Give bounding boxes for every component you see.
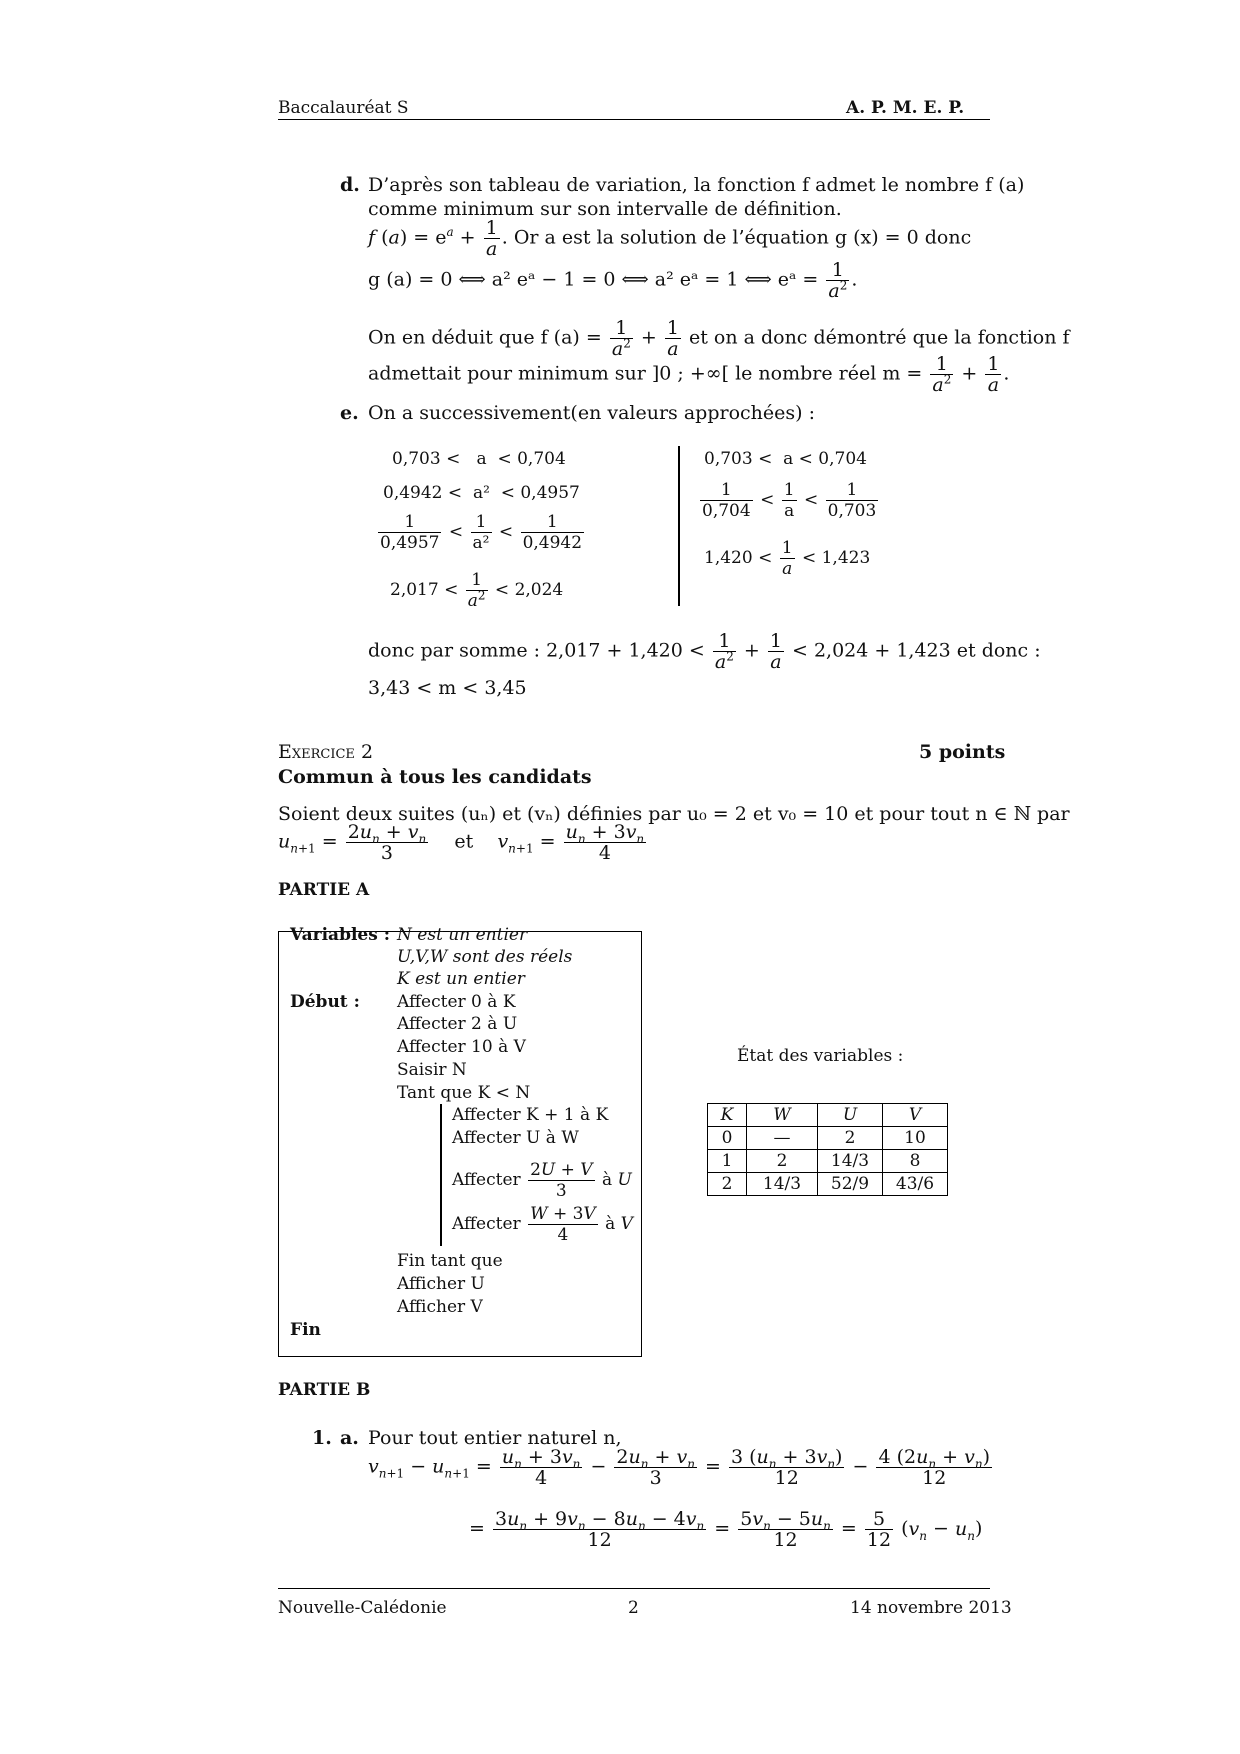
partA-title: PARTIE A [278, 880, 370, 900]
algo-line: Tant que K < N [397, 1083, 531, 1103]
algo-variables-label: Variables : [290, 925, 390, 945]
algo-line: Affecter 0 à K [397, 992, 516, 1012]
algo-line: N est un entier [397, 925, 528, 945]
left-row-2: 0,4942 < a² < 0,4957 [383, 483, 580, 503]
table-row [708, 1173, 948, 1196]
algo-end-line: Afficher U [397, 1274, 485, 1294]
cell: 8 [883, 1150, 948, 1173]
algo-fin-label: Fin [290, 1320, 321, 1340]
part-d-line2: comme minimum sur son intervalle de définition. [368, 198, 842, 220]
table-row [708, 1150, 948, 1173]
state-table [707, 1103, 948, 1196]
cell: 1 [708, 1150, 747, 1173]
part-d-label: d. [340, 174, 360, 196]
cell: 10 [883, 1127, 948, 1150]
header-right: A. P. M. E. P. [846, 98, 965, 118]
part-d-line5: On en déduit que f (a) = $\frac{1}{a^2}$ + $\frac{1}{a}$ et on a donc démontré que la fonction f [368, 317, 1070, 360]
algo-end-line: Afficher V [397, 1297, 483, 1317]
column-divider [678, 446, 680, 606]
algo-inner-frac-2: Affecter $\frac{W + 3V}{4}$ à V [452, 1204, 633, 1245]
table-header-row [708, 1104, 948, 1127]
table-row [708, 1127, 948, 1150]
header-cell: K [708, 1104, 747, 1127]
algo-inner-frac-1: Affecter $\frac{2U + V}{3}$ à U [452, 1160, 632, 1201]
state-caption: État des variables : [737, 1046, 904, 1066]
partB-title: PARTIE B [278, 1380, 371, 1400]
footer-rule [278, 1588, 990, 1589]
recurrence-formulas: $u_{n+1}$ = $\frac{2u_n + v_n}{3}$ et $v_{n+1}$ = $\frac{u_n + 3v_n}{4}$ [278, 821, 645, 864]
header-cell: W [747, 1104, 818, 1127]
algo-debut-label: Début : [290, 992, 360, 1012]
sum-result: 3,43 < m < 3,45 [368, 677, 527, 699]
algo-line: Saisir N [397, 1060, 467, 1080]
part-d-line6: admettait pour minimum sur ]0 ; +∞[ le nombre réel m = $\frac{1}{a^2}$ + $\frac{1}{a}$ . [368, 353, 1010, 396]
exercise-title: Exercice 2 [278, 741, 374, 763]
right-row-2: $\frac{1}{0,704}$ < $\frac{1}{a}$ < $\frac{1}{0,703}$ [702, 480, 877, 521]
algo-line: K est un entier [397, 969, 525, 989]
cell: 14/3 [818, 1150, 883, 1173]
q1-line1: Pour tout entier naturel n, [368, 1427, 622, 1449]
exercise-points: 5 points [919, 741, 1006, 763]
left-row-4: 2,017 < $\frac{1}{a^2}$ < 2,024 [390, 570, 564, 611]
q1-label: a. [340, 1427, 359, 1449]
right-row-3: 1,420 < $\frac{1}{a}$ < 1,423 [704, 538, 871, 579]
cell: — [747, 1127, 818, 1150]
part-e-label: e. [340, 402, 359, 424]
cell: 2 [708, 1173, 747, 1196]
cell: 2 [747, 1150, 818, 1173]
cell: 0 [708, 1127, 747, 1150]
header-cell: V [883, 1104, 948, 1127]
loop-bar [440, 1104, 442, 1246]
algo-end-line: Fin tant que [397, 1251, 503, 1271]
footer-date: 14 novembre 2013 [850, 1598, 1012, 1618]
algo-inner-line: Affecter U à W [452, 1128, 579, 1148]
cell: 52/9 [818, 1173, 883, 1196]
left-row-1: 0,703 < a < 0,704 [392, 449, 566, 469]
header-left: Baccalauréat S [278, 98, 409, 118]
q1-equation-2: = $\frac{3u_n + 9v_n - 8u_n - 4v_n}{12}$ = $\frac{5v_n - 5u_n}{12}$ = $\frac{5}{12}$ $(v_n - u_n)$ [469, 1508, 983, 1551]
left-row-3: $\frac{1}{0,4957}$ < $\frac{1}{\text{a²}}$ < $\frac{1}{0,4942}$ [380, 512, 583, 553]
algo-line: Affecter 10 à V [397, 1037, 526, 1057]
part-d-line3: f $(a) = e^a$ + $\frac{1}{a}$ . Or a est la solution de l’équation g (x) = 0 donc [368, 217, 972, 260]
algo-line: Affecter 2 à U [397, 1014, 518, 1034]
exercise-subtitle: Commun à tous les candidats [278, 766, 592, 788]
cell: 43/6 [883, 1173, 948, 1196]
q1-equation-1: $v_{n+1} - u_{n+1}$ = $\frac{u_n + 3v_n}{4}$ − $\frac{2u_n + v_n}{3}$ = $\frac{3 (u_n + 3v_n)}{12}$ − $\frac{4 (2u_n + v_n)}{12}$ [368, 1446, 990, 1489]
cell: 2 [818, 1127, 883, 1150]
page-number: 2 [628, 1598, 639, 1618]
header-cell: U [818, 1104, 883, 1127]
footer-left: Nouvelle-Calédonie [278, 1598, 447, 1618]
part-e-line1: On a successivement(en valeurs approchées) : [368, 402, 815, 424]
right-row-1: 0,703 < a < 0,704 [704, 449, 867, 469]
cell: 14/3 [747, 1173, 818, 1196]
part-d-line4: g (a) = 0 ⟺ a² eᵃ − 1 = 0 ⟺ a² eᵃ = 1 ⟺ eᵃ = $\frac{1}{a^2}$ . [368, 259, 858, 302]
header-rule [278, 119, 990, 120]
sum-line: donc par somme : 2,017 + 1,420 < $\frac{1}{a^2}$ + $\frac{1}{a}$ < 2,024 + 1,423 et donc : [368, 630, 1041, 673]
algo-line: U,V,W sont des réels [397, 947, 573, 967]
q1-num: 1. [312, 1427, 332, 1449]
algo-inner-line: Affecter K + 1 à K [452, 1105, 609, 1125]
exercise-intro: Soient deux suites (uₙ) et (vₙ) définies par u₀ = 2 et v₀ = 10 et pour tout n ∈ ℕ par [278, 803, 1070, 825]
part-d-line1: D’après son tableau de variation, la fonction f admet le nombre f (a) [368, 174, 1025, 196]
